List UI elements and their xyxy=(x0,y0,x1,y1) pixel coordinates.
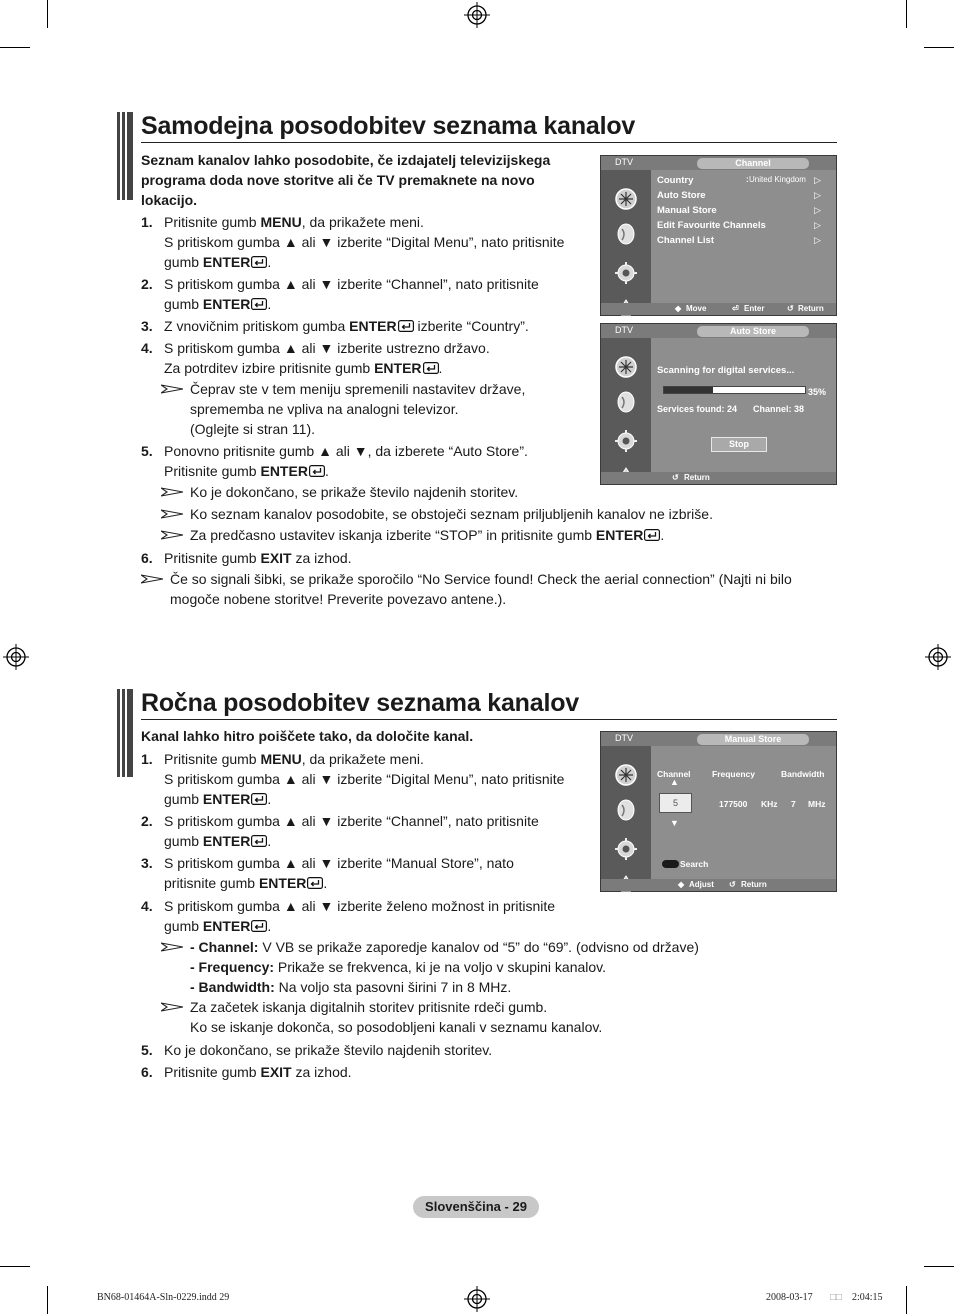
osd-auto-store: DTV Auto Store Scanning for digital services... 35% Services found: 24 Channel: 38 Stop ↺ Return xyxy=(600,323,837,485)
note-arrow-icon xyxy=(161,942,183,952)
sound-menu-icon xyxy=(613,222,639,248)
frequency-unit: KHz xyxy=(761,799,778,809)
column-frequency: Frequency xyxy=(712,769,755,779)
registration-mark-icon xyxy=(3,644,29,670)
enter-icon xyxy=(251,835,267,847)
osd-manual-store: DTV Manual Store Channel Frequency Bandwidth ▲ 5 ▼ 177500 KHz 7 MHz Search ◆ Adjust ↺ Return xyxy=(600,731,837,892)
move-icon: ◆ xyxy=(675,304,682,313)
arrow-down-icon[interactable]: ▼ xyxy=(670,818,679,828)
page-title: Ročna posodobitev seznama kanalov xyxy=(141,689,579,717)
section-intro: Kanal lahko hitro poiščete tako, da določite kanal. xyxy=(141,728,474,744)
column-channel: Channel xyxy=(657,769,691,779)
osd-channel-menu: DTV Channel Country United Kingdom : ▷ Auto Store ▷ Manual Store ▷ Edit Favourite Channels ▷ Channel List ▷ ◆ Move ⏎ Enter ↺ Return xyxy=(600,155,837,316)
osd-title: Manual Store xyxy=(697,734,809,745)
crop-mark xyxy=(906,1286,907,1314)
channel-number-field[interactable]: 5 xyxy=(659,793,692,813)
section-heading xyxy=(117,112,837,144)
osd-help-bar: ◆ Adjust ↺ Return xyxy=(601,879,836,891)
chevron-right-icon: ▷ xyxy=(814,220,821,230)
crop-mark xyxy=(0,1266,30,1267)
title-rule xyxy=(141,142,837,143)
enter-icon xyxy=(251,920,267,932)
bandwidth-unit: MHz xyxy=(808,799,826,809)
page-title: Samodejna posodobitev seznama kanalov xyxy=(141,112,636,140)
progress-label: 35% xyxy=(808,387,827,397)
osd-sidebar xyxy=(601,746,651,879)
note-arrow-icon xyxy=(161,509,183,519)
osd-title: Auto Store xyxy=(697,326,809,337)
crop-mark xyxy=(924,1266,954,1267)
crop-mark xyxy=(0,47,30,48)
search-label: Search xyxy=(680,859,709,869)
picture-menu-icon xyxy=(613,762,639,788)
red-search-button-icon[interactable] xyxy=(662,860,679,868)
enter-icon xyxy=(423,362,439,374)
picture-menu-icon xyxy=(613,354,639,380)
section-bar xyxy=(117,112,133,200)
stop-button[interactable]: Stop xyxy=(711,437,767,452)
crop-mark xyxy=(906,0,907,28)
section-intro: Seznam kanalov lahko posodobite, če izdajatelj televizijskega programa doda nove storitve ali če TV premaknete na novo lokacijo. xyxy=(141,152,551,208)
page-number-badge: Slovenščina - 29 xyxy=(413,1196,539,1218)
menu-item-edit-favourites[interactable]: Edit Favourite Channels xyxy=(657,220,766,231)
enter-icon xyxy=(251,793,267,805)
print-slug-time: 2:04:15 xyxy=(852,1292,883,1303)
menu-item-channel-list[interactable]: Channel List xyxy=(657,235,715,246)
return-icon: ↺ xyxy=(672,473,679,482)
picture-menu-icon xyxy=(613,186,639,212)
scan-progress-bar xyxy=(663,386,806,394)
title-rule xyxy=(141,719,837,720)
return-icon: ↺ xyxy=(787,304,794,313)
note-arrow-icon xyxy=(161,487,183,497)
scan-progress-fill xyxy=(664,387,713,393)
arrow-up-icon[interactable]: ▲ xyxy=(670,777,679,787)
osd-sidebar xyxy=(601,338,651,472)
osd-title: Channel xyxy=(697,158,809,169)
setup-menu-icon xyxy=(613,260,639,286)
registration-mark-icon xyxy=(925,644,951,670)
enter-icon xyxy=(398,320,414,332)
menu-item-auto-store[interactable]: Auto Store xyxy=(657,190,706,201)
print-slug-date: 2008-03-17 xyxy=(766,1292,813,1303)
menu-item-country[interactable]: Country xyxy=(657,175,694,186)
print-slug-glyphs: □□ xyxy=(830,1292,843,1303)
setup-menu-icon xyxy=(613,428,639,454)
crop-mark xyxy=(47,0,48,28)
current-channel: Channel: 38 xyxy=(753,404,805,414)
scanning-text: Scanning for digital services... xyxy=(657,365,795,376)
note-arrow-icon xyxy=(141,574,163,584)
menu-item-manual-store[interactable]: Manual Store xyxy=(657,205,717,216)
registration-mark-icon xyxy=(464,2,490,28)
print-slug-file: BN68-01464A-Sln-0229.indd 29 xyxy=(97,1292,230,1303)
enter-icon xyxy=(309,465,325,477)
section-bar xyxy=(117,689,133,777)
osd-help-bar: ◆ Move ⏎ Enter ↺ Return xyxy=(601,303,836,315)
osd-help-bar: ↺ Return xyxy=(601,472,836,484)
chevron-right-icon: ▷ xyxy=(814,235,821,245)
enter-icon: ⏎ xyxy=(732,304,739,313)
return-icon: ↺ xyxy=(729,880,736,889)
crop-mark xyxy=(47,1286,48,1314)
country-value: United Kingdom xyxy=(749,175,806,184)
sound-menu-icon xyxy=(613,798,639,824)
chevron-right-icon: ▷ xyxy=(814,205,821,215)
bandwidth-value: 7 xyxy=(791,799,796,809)
adjust-icon: ◆ xyxy=(678,880,685,889)
note-arrow-icon xyxy=(161,530,183,540)
enter-icon xyxy=(644,529,660,541)
note-arrow-icon xyxy=(161,1002,183,1012)
note-arrow-icon xyxy=(161,384,183,394)
osd-sidebar xyxy=(601,170,651,303)
setup-menu-icon xyxy=(613,836,639,862)
enter-icon xyxy=(251,256,267,268)
column-bandwidth: Bandwidth xyxy=(781,769,825,779)
sound-menu-icon xyxy=(613,390,639,416)
section-heading xyxy=(117,689,837,721)
chevron-right-icon: ▷ xyxy=(814,175,821,185)
frequency-value: 177500 xyxy=(719,799,748,809)
crop-mark xyxy=(924,47,954,48)
enter-icon xyxy=(251,298,267,310)
enter-icon xyxy=(307,877,323,889)
services-found: Services found: 24 xyxy=(657,404,738,414)
registration-mark-icon xyxy=(464,1286,490,1312)
chevron-right-icon: ▷ xyxy=(814,190,821,200)
